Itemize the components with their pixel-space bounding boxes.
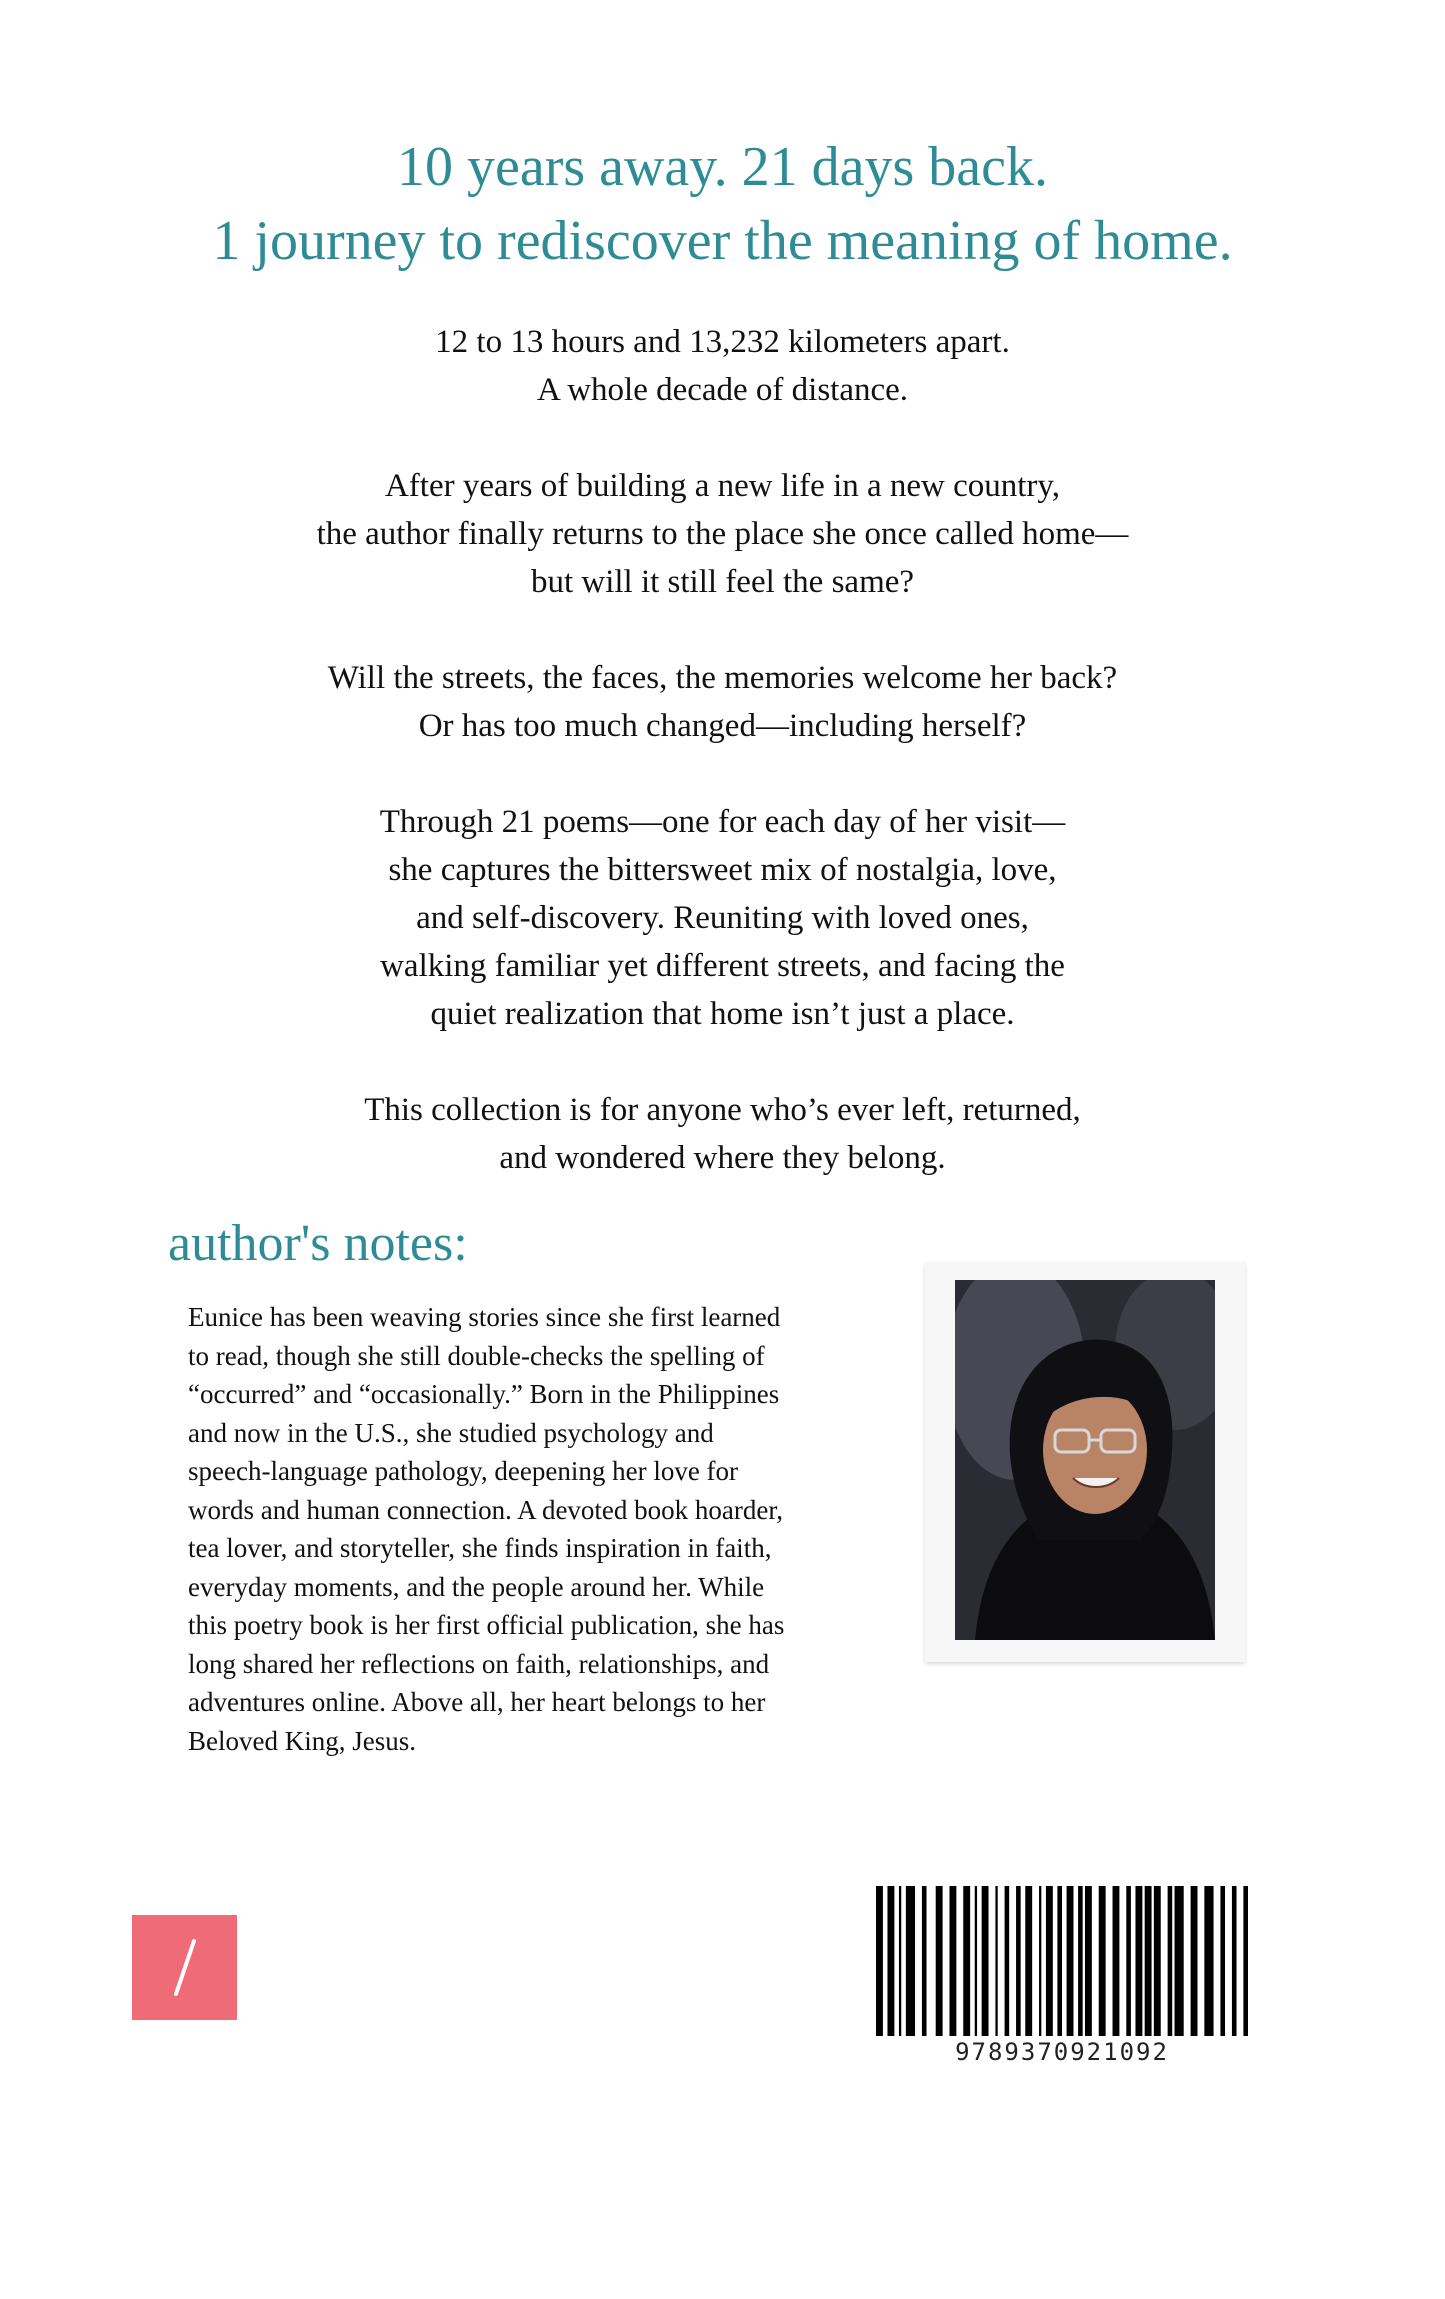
barcode-bar [922, 1886, 927, 2036]
barcode-bar [1057, 1886, 1062, 2036]
bio-line: Beloved King, Jesus. [188, 1725, 416, 1756]
barcode-bar [1085, 1886, 1092, 2036]
blurb-line: quiet realization that home isn’t just a place. [430, 996, 1015, 1032]
blurb-line: and wondered where they belong. [499, 1140, 946, 1176]
blurb-line: the author finally returns to the place she once called home— [316, 516, 1129, 552]
bio-line: Eunice has been weaving stories since she first learned [188, 1302, 781, 1332]
barcode-bar [1005, 1886, 1010, 2036]
author-portrait-icon [955, 1280, 1215, 1640]
bio-line: everyday moments, and the people around her. While [188, 1571, 765, 1602]
barcode-bar [1113, 1886, 1120, 2036]
barcode-bar [1145, 1886, 1152, 2036]
barcode-bar [1204, 1886, 1213, 2036]
blurb-line: she captures the bittersweet mix of nostalgia, love, [388, 852, 1057, 888]
blurb-line: After years of building a new life in a new country, [384, 468, 1061, 504]
barcode-bar [906, 1886, 915, 2036]
barcode-bar [1175, 1886, 1184, 2036]
barcode-bar [1099, 1886, 1106, 2036]
barcode-bar [1078, 1886, 1083, 2036]
barcode-bar [949, 1886, 956, 2036]
barcode-bar [995, 1886, 997, 2036]
bio-line: words and human connection. A devoted book hoarder, [188, 1494, 784, 1525]
blurb-paragraph [0, 654, 1445, 750]
blurb-line: Or has too much changed—including herself? [418, 708, 1027, 744]
author-photo [955, 1280, 1215, 1640]
barcode-bar [1243, 1886, 1248, 2036]
barcode-bar [982, 1886, 989, 2036]
barcode-bar [963, 1886, 970, 2036]
barcode-bar [1039, 1886, 1041, 2036]
barcode-bar [1135, 1886, 1142, 2036]
tagline-line-1: 10 years away. 21 days back. [396, 136, 1049, 198]
bio-line: long shared her reflections on faith, relationships, and [188, 1648, 770, 1679]
barcode-bar [975, 1886, 977, 2036]
author-notes-heading: author's notes: [168, 1215, 468, 1272]
blurb-line: and self-discovery. Reuniting with loved ones, [416, 900, 1029, 936]
barcode-bar [936, 1886, 943, 2036]
bio-line: adventures online. Above all, her heart belongs to her [188, 1687, 766, 1717]
barcode [876, 1886, 1248, 2036]
blurb-line: walking familiar yet different streets, and facing the [380, 948, 1065, 984]
barcode-bar [876, 1886, 883, 2036]
blurb-paragraph [0, 1086, 1445, 1182]
bio-line: speech-language pathology, deepening her love for [188, 1456, 739, 1486]
barcode-bar [1232, 1886, 1237, 2036]
publisher-logo [132, 1915, 237, 2020]
barcode-bar [1046, 1886, 1053, 2036]
blurb-line: 12 to 13 hours and 13,232 kilometers apart. [435, 324, 1010, 360]
bio-line: to read, though she still double-checks the spelling of [188, 1340, 765, 1371]
bio-line: this poetry book is her first official publication, she has [188, 1610, 785, 1640]
barcode-bar [1016, 1886, 1021, 2036]
author-photo-frame [925, 1262, 1245, 1662]
blurb-line: A whole decade of distance. [536, 372, 909, 408]
slash-logo-icon [132, 1915, 237, 2020]
bio-line: tea lover, and storyteller, she finds inspiration in faith, [188, 1533, 772, 1563]
barcode-bar [1126, 1886, 1131, 2036]
blurb-line: This collection is for anyone who’s ever left, returned, [364, 1092, 1081, 1128]
tagline [0, 130, 1445, 278]
blurb-line: Through 21 poems—one for each day of her visit— [379, 804, 1066, 840]
isbn-number: 9789370921092 [955, 2038, 1169, 2066]
blurb-paragraph [0, 462, 1445, 606]
barcode-bar [1154, 1886, 1161, 2036]
blurb-line: Will the streets, the faces, the memories welcome her back? [327, 660, 1118, 696]
barcode-bar [1220, 1886, 1225, 2036]
blurb-paragraph [0, 318, 1445, 414]
author-bio [188, 1298, 888, 1760]
barcode-bar [1191, 1886, 1198, 2036]
barcode-bar [899, 1886, 901, 2036]
bio-line: “occurred” and “occasionally.” Born in the Philippines [188, 1379, 780, 1409]
barcode-bar [1067, 1886, 1074, 2036]
barcode-bar [1168, 1886, 1173, 2036]
blurb [0, 318, 1445, 1230]
blurb-paragraph [0, 798, 1445, 1038]
barcode-bar [887, 1886, 894, 2036]
tagline-line-2: 1 journey to rediscover the meaning of home. [212, 210, 1233, 272]
blurb-line: but will it still feel the same? [530, 564, 915, 600]
bio-line: and now in the U.S., she studied psychology and [188, 1417, 714, 1448]
barcode-bar [1025, 1886, 1032, 2036]
